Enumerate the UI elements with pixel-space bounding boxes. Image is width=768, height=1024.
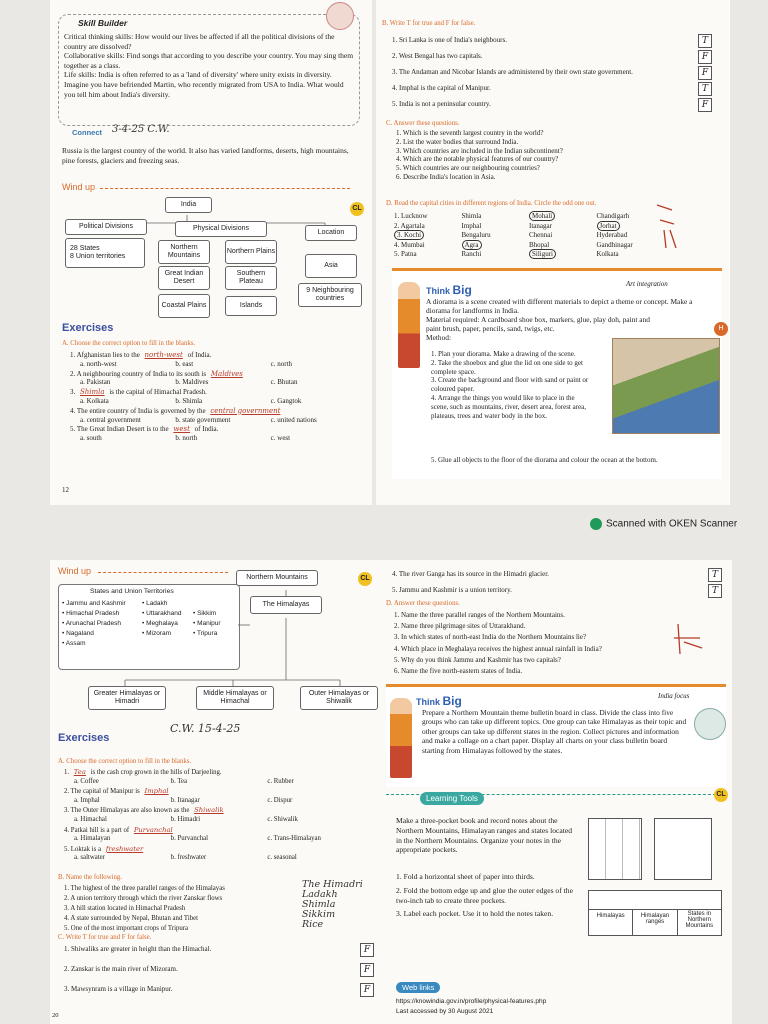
cl-badge-icon: CL	[714, 788, 728, 802]
diagram-political-items	[65, 238, 145, 268]
method-step: 3. Create the background and floor with sand or paint or coloured paper.	[431, 376, 589, 394]
scanner-watermark	[590, 518, 737, 530]
connect-date-handwritten: 3-4-25 C.W.	[112, 124, 170, 135]
mcq-question	[64, 768, 364, 778]
web-links-label: Web links	[396, 982, 440, 993]
odd-cell: Bengaluru	[461, 231, 491, 239]
connect-label: Connect	[72, 128, 102, 137]
tf-statement: 4. The river Ganga has its source in the Himadri glacier.	[392, 570, 549, 578]
state-item: • Sikkim	[193, 610, 217, 617]
tf-answer-box: T	[698, 82, 712, 96]
mcq-question	[70, 388, 366, 397]
skill-collaborative: Collaborative skills: Find songs that according to you describe your country. You may sing them together as a class.	[64, 51, 354, 70]
question-item: 4. Which place in Meghalaya receives the highest annual rainfall in India?	[394, 644, 602, 653]
circled-answer: Siliguri	[529, 249, 556, 259]
think-big-heading	[416, 694, 462, 708]
questions-list	[396, 129, 716, 182]
section-a-heading: A. Choose the correct option to fill in the blanks.	[58, 758, 192, 765]
mcq-options	[70, 397, 366, 406]
mcq-option: c. west	[270, 434, 291, 443]
state-item: • Manipur	[193, 620, 221, 627]
odd-cell: 1. Lucknow	[394, 212, 428, 220]
name-question: 2. A union territory through which the river Zanskar flows	[64, 895, 223, 902]
diagram-northern-mountains: Northern Mountains	[158, 240, 210, 264]
name-answer: Shimla	[302, 899, 336, 910]
mcq-option: a. north-west	[80, 359, 117, 368]
india-focus-icon	[694, 708, 726, 740]
name-answer: The Himadri	[302, 879, 363, 890]
india-focus-label: India focus	[658, 692, 690, 700]
mcq-tail: is the cash crop grown in the hills of Darjeeling.	[88, 769, 222, 776]
mcq-option: b. freshwater	[170, 854, 207, 862]
diorama-intro: A diorama is a scene created with different materials to depict a theme or concept. Make a diorama for landforms in India.	[426, 297, 693, 315]
scanner-text: Scanned with OKEN Scanner	[606, 518, 738, 530]
mcq-option: c. Rubber	[267, 777, 294, 785]
mcq-question	[64, 806, 364, 816]
question-item: 2. Name three pilgrimage sites of Uttarakhand.	[394, 622, 526, 631]
diagram-coastal-plains: Coastal Plains	[158, 294, 210, 318]
odd-row	[394, 212, 664, 222]
state-item: • Assam	[62, 640, 86, 647]
wind-up-divider	[100, 188, 350, 189]
tf-row	[392, 84, 712, 100]
mcq-tail: of India.	[185, 351, 212, 359]
mcq-list	[70, 350, 366, 443]
mcq-options	[64, 854, 364, 863]
tf-statement: 3. Mawsynram is a village in Manipur.	[64, 985, 173, 993]
mcq-option: c. Trans-Himalayan	[267, 835, 321, 843]
mcq-question	[64, 826, 364, 836]
tf-row	[64, 985, 374, 1005]
odd-row	[394, 241, 664, 251]
big-label: Big	[452, 283, 472, 297]
diagram-islands: Islands	[225, 296, 277, 316]
think-label: Think	[416, 697, 440, 707]
mcq-option: c. north	[270, 359, 293, 368]
learning-tools-label: Learning Tools	[420, 792, 484, 805]
think-big-heading	[426, 283, 472, 297]
tf-row	[64, 965, 374, 985]
handwritten-answer: west	[173, 425, 190, 434]
mcq-stem: 1.	[64, 769, 71, 776]
mcq-option: a. Imphal	[74, 796, 100, 804]
handwritten-answer: central government	[210, 406, 281, 415]
learning-tools-steps	[396, 872, 576, 919]
mcq-stem: 1. Afghanistan lies to the	[70, 351, 142, 359]
question-item: 5. Which countries are our neighbouring countries?	[396, 164, 540, 173]
odd-cell: Gandhinagar	[596, 240, 633, 249]
skill-critical: Critical thinking skills: How would our lives be affected if all the political divisions of the country are dissolved?	[64, 32, 335, 51]
tf-answer-box: F	[360, 943, 374, 957]
mcq-tail: of India.	[192, 425, 219, 434]
questions-list	[394, 610, 694, 677]
circled-answer: Jorhat	[597, 221, 620, 231]
tf-answer-box: F	[698, 98, 712, 112]
art-integration-label: Art integration	[626, 280, 668, 288]
pocket-book-illustration	[588, 890, 722, 936]
mcq-option: a. Pakistan	[80, 378, 111, 387]
tf-list	[392, 36, 712, 116]
mcq-option: b. Maldives	[175, 378, 209, 387]
medal-icon	[326, 2, 354, 30]
diagram-political: Political Divisions	[65, 219, 147, 235]
wind-up-heading: Wind up	[58, 566, 92, 576]
state-item: • Mizoram	[142, 630, 171, 637]
pocket-himalayas: Himalayas	[589, 909, 633, 935]
connect-text: Russia is the largest country of the world. It also has varied landforms, deserts, high mountains, pine forests, glaciers and freezing seas.	[62, 146, 349, 165]
mcq-option: c. united nations	[270, 415, 317, 424]
section-d-heading: D. Answer these questions.	[386, 600, 460, 607]
range-middle: Middle Himalayas or Himachal	[196, 686, 274, 710]
tf-answer-box: F	[698, 66, 712, 80]
pocket-states: States in Northern Mountains	[678, 909, 721, 935]
tf-answer-box: T	[708, 584, 722, 598]
range-greater: Greater Himalayas or Himadri	[88, 686, 166, 710]
mcq-options	[64, 835, 364, 844]
teacher-marks	[670, 620, 710, 660]
mcq-stem: 3.	[70, 388, 77, 397]
state-item: • Tripura	[193, 630, 218, 637]
diagram-political-ut: 8 Union territories	[70, 253, 126, 260]
tf-list	[392, 570, 722, 602]
mcq-option: c. Bhutan	[270, 378, 298, 387]
diagram-asia: Asia	[305, 254, 357, 278]
tf-statement: 2. Zanskar is the main river of Mizoram.	[64, 965, 178, 973]
skill-list	[64, 32, 354, 99]
mcq-options	[64, 778, 364, 787]
mcq-option: b. north	[175, 434, 198, 443]
state-item: • Jammu and Kashmir	[62, 600, 126, 607]
odd-cell: Bhopal	[529, 240, 550, 249]
page-20	[50, 560, 378, 1024]
section-b-heading: B. Write T for true and F for false.	[382, 20, 476, 27]
mcq-options	[70, 378, 366, 387]
odd-row	[394, 250, 664, 260]
tf-row	[392, 100, 712, 116]
mcq-stem: 2. The capital of Manipur is	[64, 788, 142, 796]
think-big-intro	[426, 297, 711, 342]
odd-cell: Chandigarh	[596, 212, 630, 220]
handwritten-answer: freshwater	[105, 844, 144, 853]
mcq-stem: 2. A neighbouring country of India to its south is	[70, 369, 208, 378]
thinker-illustration	[390, 698, 412, 778]
think-label: Think	[426, 286, 450, 296]
diagram-southern-plateau: Southern Plateau	[225, 266, 277, 290]
question-item: 3. Which countries are included in the Indian subcontinent?	[396, 146, 563, 155]
name-question: 1. The highest of the three parallel ranges of the Himalayas	[64, 885, 225, 892]
name-question: 5. One of the most important crops of Tripura	[64, 925, 189, 932]
odd-cell: Hyderabad	[596, 231, 628, 239]
material-required: Material required: A cardboard shoe box, markers, glue, play doh, paint and paint brush, paper, pencils, sand, twigs, etc.	[426, 315, 650, 333]
name-answer: Rice	[302, 919, 324, 930]
fold-step-1-illustration	[588, 818, 642, 880]
northern-mountains-node: Northern Mountains	[236, 570, 318, 586]
art-badge-icon: H	[714, 322, 728, 336]
states-title: States and Union Territories	[90, 588, 174, 595]
tf-row	[392, 52, 712, 68]
page-12	[50, 0, 372, 505]
question-item: 4. Which are the notable physical features of our country?	[396, 155, 559, 164]
name-answer: Sikkim	[302, 909, 336, 920]
mcq-stem: 5. Loktak is a	[64, 845, 103, 853]
learning-step: 3. Label each pocket. Use it to hold the notes taken.	[396, 909, 554, 919]
tf-statement: 1. Shiwaliks are greater in height than the Himachal.	[64, 945, 212, 953]
tf-statement: 2. West Bengal has two capitals.	[392, 52, 483, 60]
tf-answer-box: F	[360, 983, 374, 997]
mcq-option: c. Shiwalik	[267, 815, 298, 823]
himalayas-node: The Himalayas	[250, 596, 322, 614]
mcq-option: b. Itanagar	[170, 796, 200, 804]
odd-cell: Imphal	[461, 221, 482, 230]
section-c-heading: C. Answer these questions.	[386, 120, 460, 127]
wind-up-heading: Wind up	[62, 182, 96, 192]
mcq-option: b. Himadri	[170, 815, 201, 823]
odd-row	[394, 222, 664, 232]
mcq-stem: 5. The Great Indian Desert is to the	[70, 425, 171, 434]
question-item: 2. List the water bodies that surround India.	[396, 137, 519, 146]
diagram-connectors	[50, 570, 378, 700]
state-item: • Nagaland	[62, 630, 94, 637]
tf-statement: 5. India is not a peninsular country.	[392, 100, 491, 108]
mcq-option: b. Tea	[170, 777, 188, 785]
question-item: 5. Why do you think Jammu and Kashmir has two capitals?	[394, 655, 561, 664]
big-label: Big	[442, 694, 462, 708]
odd-cell: Ranchi	[461, 250, 482, 258]
odd-cell: 4. Mumbai	[394, 240, 425, 249]
diagram-political-states: 28 States	[70, 244, 100, 252]
odd-cell: Shimla	[461, 212, 482, 220]
classwork-date-handwritten: C.W. 15-4-25	[170, 722, 241, 735]
skill-life: Life skills: India is often referred to as a 'land of diversity' where unity exists in diversity. Imagine you have befriended Martin, who recently migrated from USA to India. What would you tell him about India's diversity.	[64, 70, 344, 99]
learning-tools-intro: Make a three-pocket book and record notes about the Northern Mountains, Himalayan ranges and states located in the Northern Mountains. Organize your notes in the appropriate pockets.	[396, 816, 573, 855]
mcq-option: c. seasonal	[267, 854, 297, 862]
cl-badge-icon: CL	[358, 572, 372, 586]
exercises-heading: Exercises	[58, 732, 110, 744]
mcq-stem: 3. The Outer Himalayas are also known as the	[64, 807, 192, 815]
handwritten-answer: Imphal	[144, 787, 169, 796]
tf-statement: 5. Jammu and Kashmir is a union territory.	[392, 586, 512, 594]
web-link-accessed: Last accessed by 30 August 2021	[396, 1008, 494, 1015]
mcq-option: a. south	[80, 434, 102, 443]
method-step: 1. Plan your diorama. Make a drawing of the scene.	[431, 350, 576, 358]
state-item: • Uttarakhand	[142, 610, 182, 617]
handwritten-answer: Shimla	[80, 388, 105, 397]
skill-builder-title: Skill Builder	[78, 18, 128, 28]
handwritten-answer: north-west	[144, 351, 183, 359]
tf-statement: 3. The Andaman and Nicobar Islands are administered by their own state government.	[392, 68, 633, 76]
method-step-5: 5. Glue all objects to the floor of the diorama and colour the ocean at the bottom.	[431, 456, 658, 464]
name-questions	[64, 884, 304, 934]
mcq-option: c. Gangtok	[270, 396, 302, 405]
mcq-options	[70, 360, 366, 369]
mcq-question	[70, 370, 366, 379]
section-a-heading: A. Choose the correct option to fill in the blanks.	[62, 340, 196, 347]
mcq-list	[64, 767, 364, 863]
odd-cell-wrap	[529, 250, 597, 260]
learning-step: 1. Fold a horizontal sheet of paper into thirds.	[396, 872, 535, 881]
odd-cell-wrap	[529, 212, 597, 222]
page-13	[376, 0, 730, 505]
tf-answer-box: T	[708, 568, 722, 582]
handwritten-answer: Tea	[73, 768, 86, 776]
handwritten-answer: Maldives	[210, 369, 243, 378]
mcq-option: a. Himachal	[74, 815, 107, 823]
circled-answer: Agra	[462, 240, 482, 250]
section-d-heading: D. Read the capital cities in different regions of India. Circle the odd one out.	[386, 200, 597, 207]
mcq-option: a. Coffee	[74, 777, 99, 785]
page-number: 12	[62, 486, 69, 494]
mcq-options	[70, 434, 366, 443]
scanner-logo-icon	[590, 518, 602, 530]
mcq-question	[64, 787, 364, 797]
odd-cell: Chennai	[529, 231, 553, 239]
mcq-option: b. Purvanchal	[170, 835, 209, 843]
tf-statement: 4. Imphal is the capital of Manipur.	[392, 84, 491, 92]
diagram-northern-plains: Northern Plains	[225, 240, 277, 264]
think-big-text: Prepare a Northern Mountain theme bulletin board in class. Divide the class into five groups who can take up different topics. One group can take Himalayas as their topic and other groups can take up different states in the region. Collect pictures and information and make a collage on a chart paper. Display all charts on your class bulletin board starting from Himalayas followed by the states.	[422, 708, 687, 755]
page-number: 20	[52, 1012, 59, 1019]
tf-row	[392, 68, 712, 84]
page-21	[378, 560, 732, 1024]
mcq-option: a. Himalayan	[74, 835, 111, 843]
tf-row	[392, 570, 722, 586]
question-item: 1. Name the three parallel ranges of the Northern Mountains.	[394, 611, 565, 619]
name-answers-handwritten	[302, 880, 363, 930]
state-item: • Arunachal Pradesh	[62, 620, 122, 627]
mcq-option: b. state government	[175, 415, 231, 424]
mcq-options	[64, 797, 364, 806]
mcq-option: b. east	[175, 359, 194, 368]
name-answer: Ladakh	[302, 889, 338, 900]
circled-answer: Mohali	[529, 211, 555, 221]
mcq-option: b. Shimla	[175, 396, 203, 405]
mcq-question	[70, 425, 366, 434]
mcq-option: a. central government	[80, 415, 141, 424]
pocket-ranges: Himalayan ranges	[633, 909, 677, 935]
mcq-question	[70, 407, 366, 416]
learning-step: 2. Fold the bottom edge up and glue the outer edges of the two-inch tab to create three pockets.	[396, 885, 573, 905]
diagram-location: Location	[305, 225, 357, 241]
method-label: Method:	[426, 333, 452, 342]
circled-answer: 3. Kochi	[394, 230, 424, 240]
mcq-option: a. Kolkata	[80, 396, 109, 405]
tf-row	[64, 945, 374, 965]
name-question: 4. A state surrounded by Nepal, Bhutan and Tibet	[64, 915, 199, 922]
state-item: • Ladakh	[142, 600, 168, 607]
mcq-stem: 4. Patkai hill is a part of	[64, 826, 131, 834]
mcq-option: a. saltwater	[74, 854, 105, 862]
tf-list	[64, 945, 374, 1005]
cl-badge-icon: CL	[350, 202, 364, 216]
handwritten-answer: Purvanchal	[133, 825, 173, 834]
method-step: 4. Arrange the things you would like to place in the scene, such as mountains, river, desert area, forest area, plateaus, trees and water body in the box.	[431, 393, 587, 420]
question-item: 6. Describe India's location in Asia.	[396, 172, 496, 181]
range-outer: Outer Himalayas or Shiwalik	[300, 686, 378, 710]
odd-cell: 5. Patna	[394, 250, 417, 258]
mcq-options	[70, 416, 366, 425]
state-item: • Himachal Pradesh	[62, 610, 120, 617]
odd-cell: 2. Agartala	[394, 221, 425, 230]
question-item: 1. Which is the seventh largest country in the world?	[396, 129, 544, 137]
mcq-options	[64, 816, 364, 825]
method-steps	[431, 350, 591, 420]
web-link-url[interactable]: https://knowindia.gov.in/profile/physical-features.php	[396, 998, 547, 1005]
diagram-great-indian-desert: Great Indian Desert	[158, 266, 210, 290]
mcq-option: c. Dispur	[267, 796, 293, 804]
tf-answer-box: F	[360, 963, 374, 977]
tf-statement: 1. Sri Lanka is one of India's neighbours.	[392, 36, 507, 44]
odd-cell-wrap	[394, 231, 462, 241]
mcq-stem: 4. The entire country of India is governed by the	[70, 406, 208, 415]
method-step: 2. Take the shoebox and glue the lid on one side to get complete space.	[431, 358, 583, 376]
question-item: 3. In which states of north-east India do the Northern Mountains lie?	[394, 633, 587, 642]
odd-row	[394, 231, 664, 241]
diagram-physical: Physical Divisions	[175, 221, 267, 237]
section-b-heading: B. Name the following.	[58, 874, 122, 881]
mcq-tail: is the capital of Himachal Pradesh.	[107, 388, 207, 397]
state-item: • Meghalaya	[142, 620, 178, 627]
diagram-neighbours: 9 Neighbouring countries	[298, 283, 362, 307]
fold-step-2-illustration	[654, 818, 712, 880]
handwritten-answer: Shiwalik	[194, 806, 224, 815]
odd-cell: Kolkata	[596, 250, 619, 258]
tf-answer-box: T	[698, 34, 712, 48]
mcq-question	[70, 351, 366, 360]
odd-cell: Itanagar	[529, 221, 552, 230]
question-item: 6. Name the five north-eastern states of India.	[394, 667, 523, 676]
odd-cell-wrap	[462, 241, 530, 251]
mcq-question	[64, 845, 364, 855]
tf-answer-box: F	[698, 50, 712, 64]
section-c-heading: C. Write T for true and F for false.	[58, 934, 152, 941]
diorama-illustration	[612, 338, 720, 434]
exercises-heading: Exercises	[62, 322, 114, 334]
odd-one-out-table	[394, 212, 664, 260]
tf-row	[392, 36, 712, 52]
diagram-root-india: India	[165, 197, 212, 213]
thinker-illustration	[398, 282, 420, 368]
name-question: 3. A hill station located in Himachal Pradesh	[64, 905, 186, 912]
teacher-marks	[652, 200, 682, 250]
